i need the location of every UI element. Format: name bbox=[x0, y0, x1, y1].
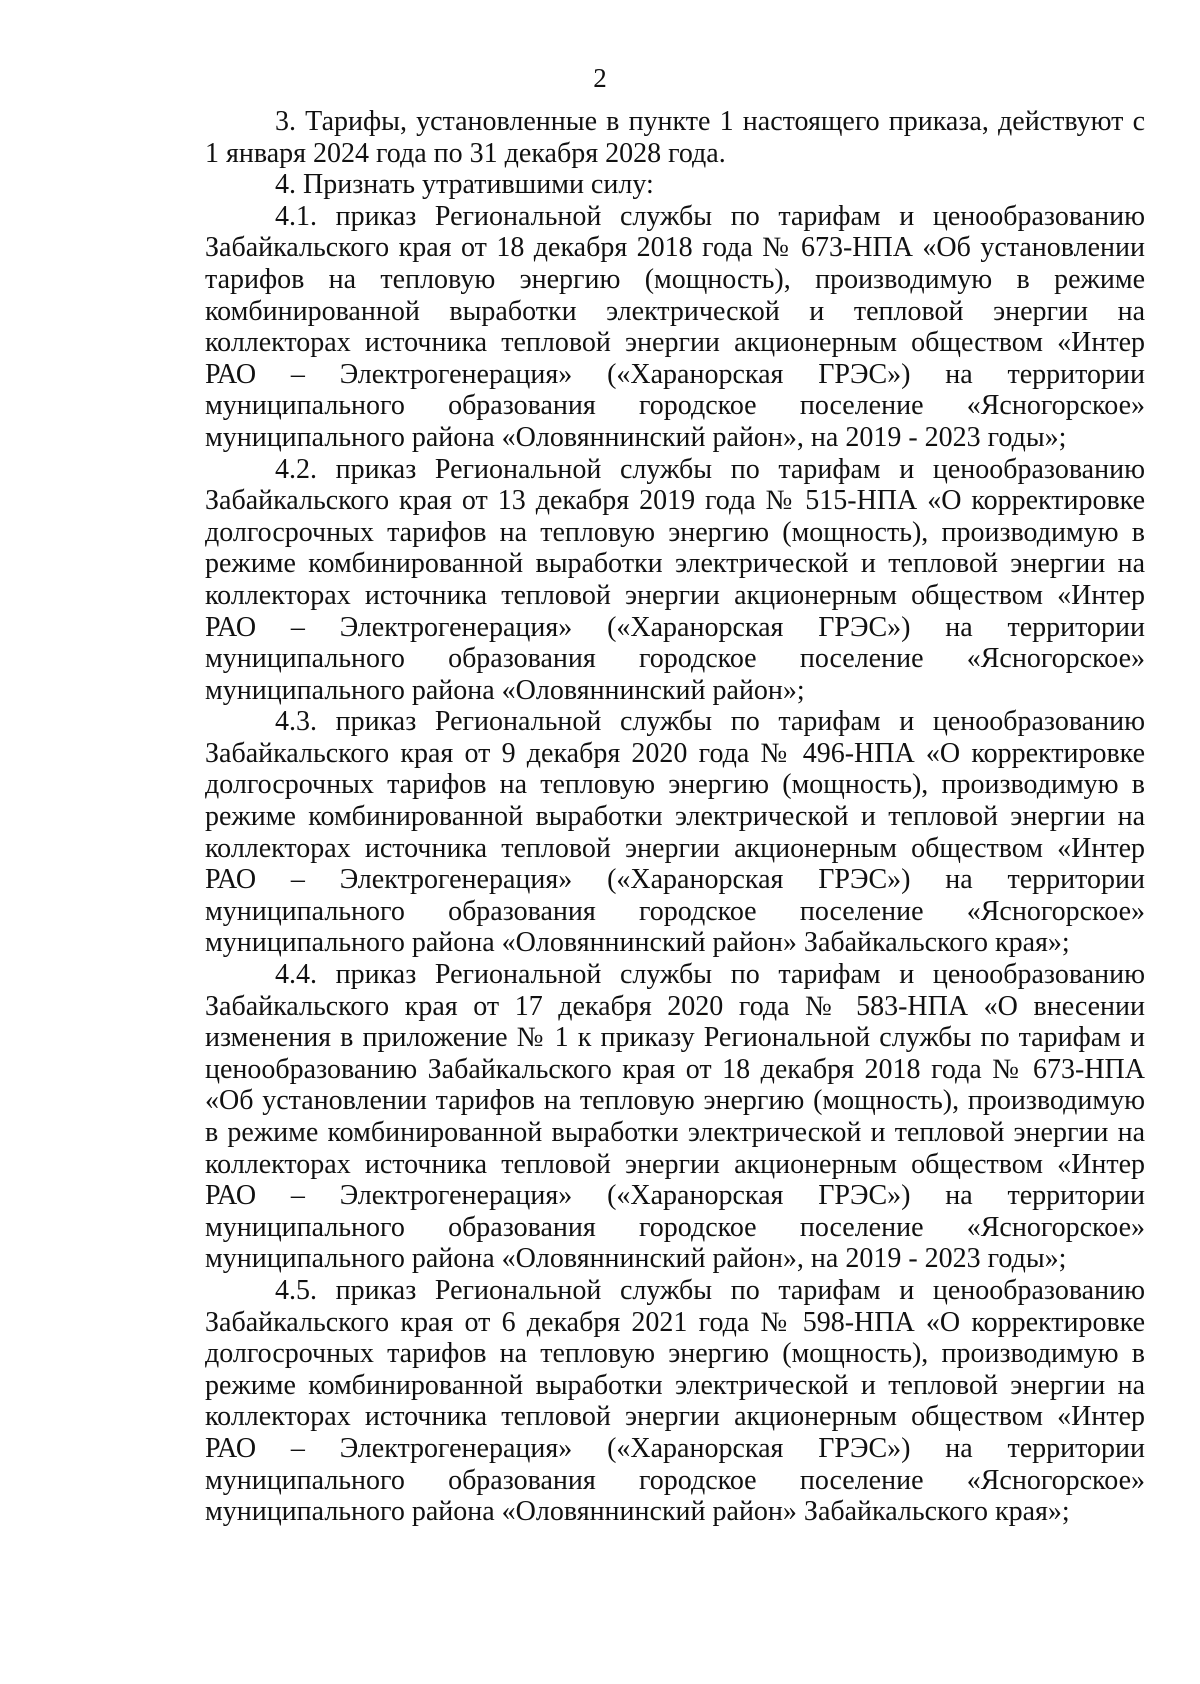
page-number: 2 bbox=[593, 63, 607, 93]
paragraph-item-3: 3. Тарифы, установленные в пункте 1 настоящего приказа, действуют с 1 января 2024 года по 31 декабря 2028 года. bbox=[205, 106, 1145, 169]
paragraph-item-4-2: 4.2. приказ Региональной службы по тарифам и ценообразованию Забайкальского края от 13 декабря 2019 года № 515-НПА «О корректировке долгосрочных тарифов на тепловую энергию (мощность), производимую в режиме комбинированной выработки электрической и тепловой энергии на коллекторах источника тепловой энергии акционерным обществом «Интер РАО – Электрогенерация» («Харанорская ГРЭС») на территории муниципального образования городское поселение «Ясногорское» муниципального района «Оловяннинский район»; bbox=[205, 453, 1145, 706]
paragraph-item-4: 4. Признать утратившими силу: bbox=[275, 169, 654, 201]
paragraph-item-4-5: 4.5. приказ Региональной службы по тарифам и ценообразованию Забайкальского края от 6 декабря 2021 года № 598-НПА «О корректировке долгосрочных тарифов на тепловую энергию (мощность), производимую в режиме комбинированной выработки электрической и тепловой энергии на коллекторах источника тепловой энергии акционерным обществом «Интер РАО – Электрогенерация» («Харанорская ГРЭС») на территории муниципального образования городское поселение «Ясногорское» муниципального района «Оловяннинский район» Забайкальского края»; bbox=[205, 1274, 1145, 1528]
document-body bbox=[205, 106, 1145, 1528]
paragraph-item-4-1: 4.1. приказ Региональной службы по тарифам и ценообразованию Забайкальского края от 18 декабря 2018 года № 673-НПА «Об установлении тарифов на тепловую энергию (мощность), производимую в режиме комбинированной выработки электрической и тепловой энергии на коллекторах источника тепловой энергии акционерным обществом «Интер РАО – Электрогенерация» («Харанорская ГРЭС») на территории муниципального образования городское поселение «Ясногорское» муниципального района «Оловяннинский район», на 2019 - 2023 годы»; bbox=[205, 200, 1145, 453]
paragraph-item-4-3: 4.3. приказ Региональной службы по тарифам и ценообразованию Забайкальского края от 9 декабря 2020 года № 496-НПА «О корректировке долгосрочных тарифов на тепловую энергию (мощность), производимую в режиме комбинированной выработки электрической и тепловой энергии на коллекторах источника тепловой энергии акционерным обществом «Интер РАО – Электрогенерация» («Харанорская ГРЭС») на территории муниципального образования городское поселение «Ясногорское» муниципального района «Оловяннинский район» Забайкальского края»; bbox=[205, 706, 1145, 959]
paragraph-item-4-4: 4.4. приказ Региональной службы по тарифам и ценообразованию Забайкальского края от 17 декабря 2020 года № 583-НПА «О внесении изменения в приложение № 1 к приказу Региональной службы по тарифам и ценообразованию Забайкальского края от 18 декабря 2018 года № 673-НПА «Об установлении тарифов на тепловую энергию (мощность), производимую в режиме комбинированной выработки электрической и тепловой энергии на коллекторах источника тепловой энергии акционерным обществом «Интер РАО – Электрогенерация» («Харанорская ГРЭС») на территории муниципального образования городское поселение «Ясногорское» муниципального района «Оловяннинский район», на 2019 - 2023 годы»; bbox=[205, 959, 1145, 1275]
